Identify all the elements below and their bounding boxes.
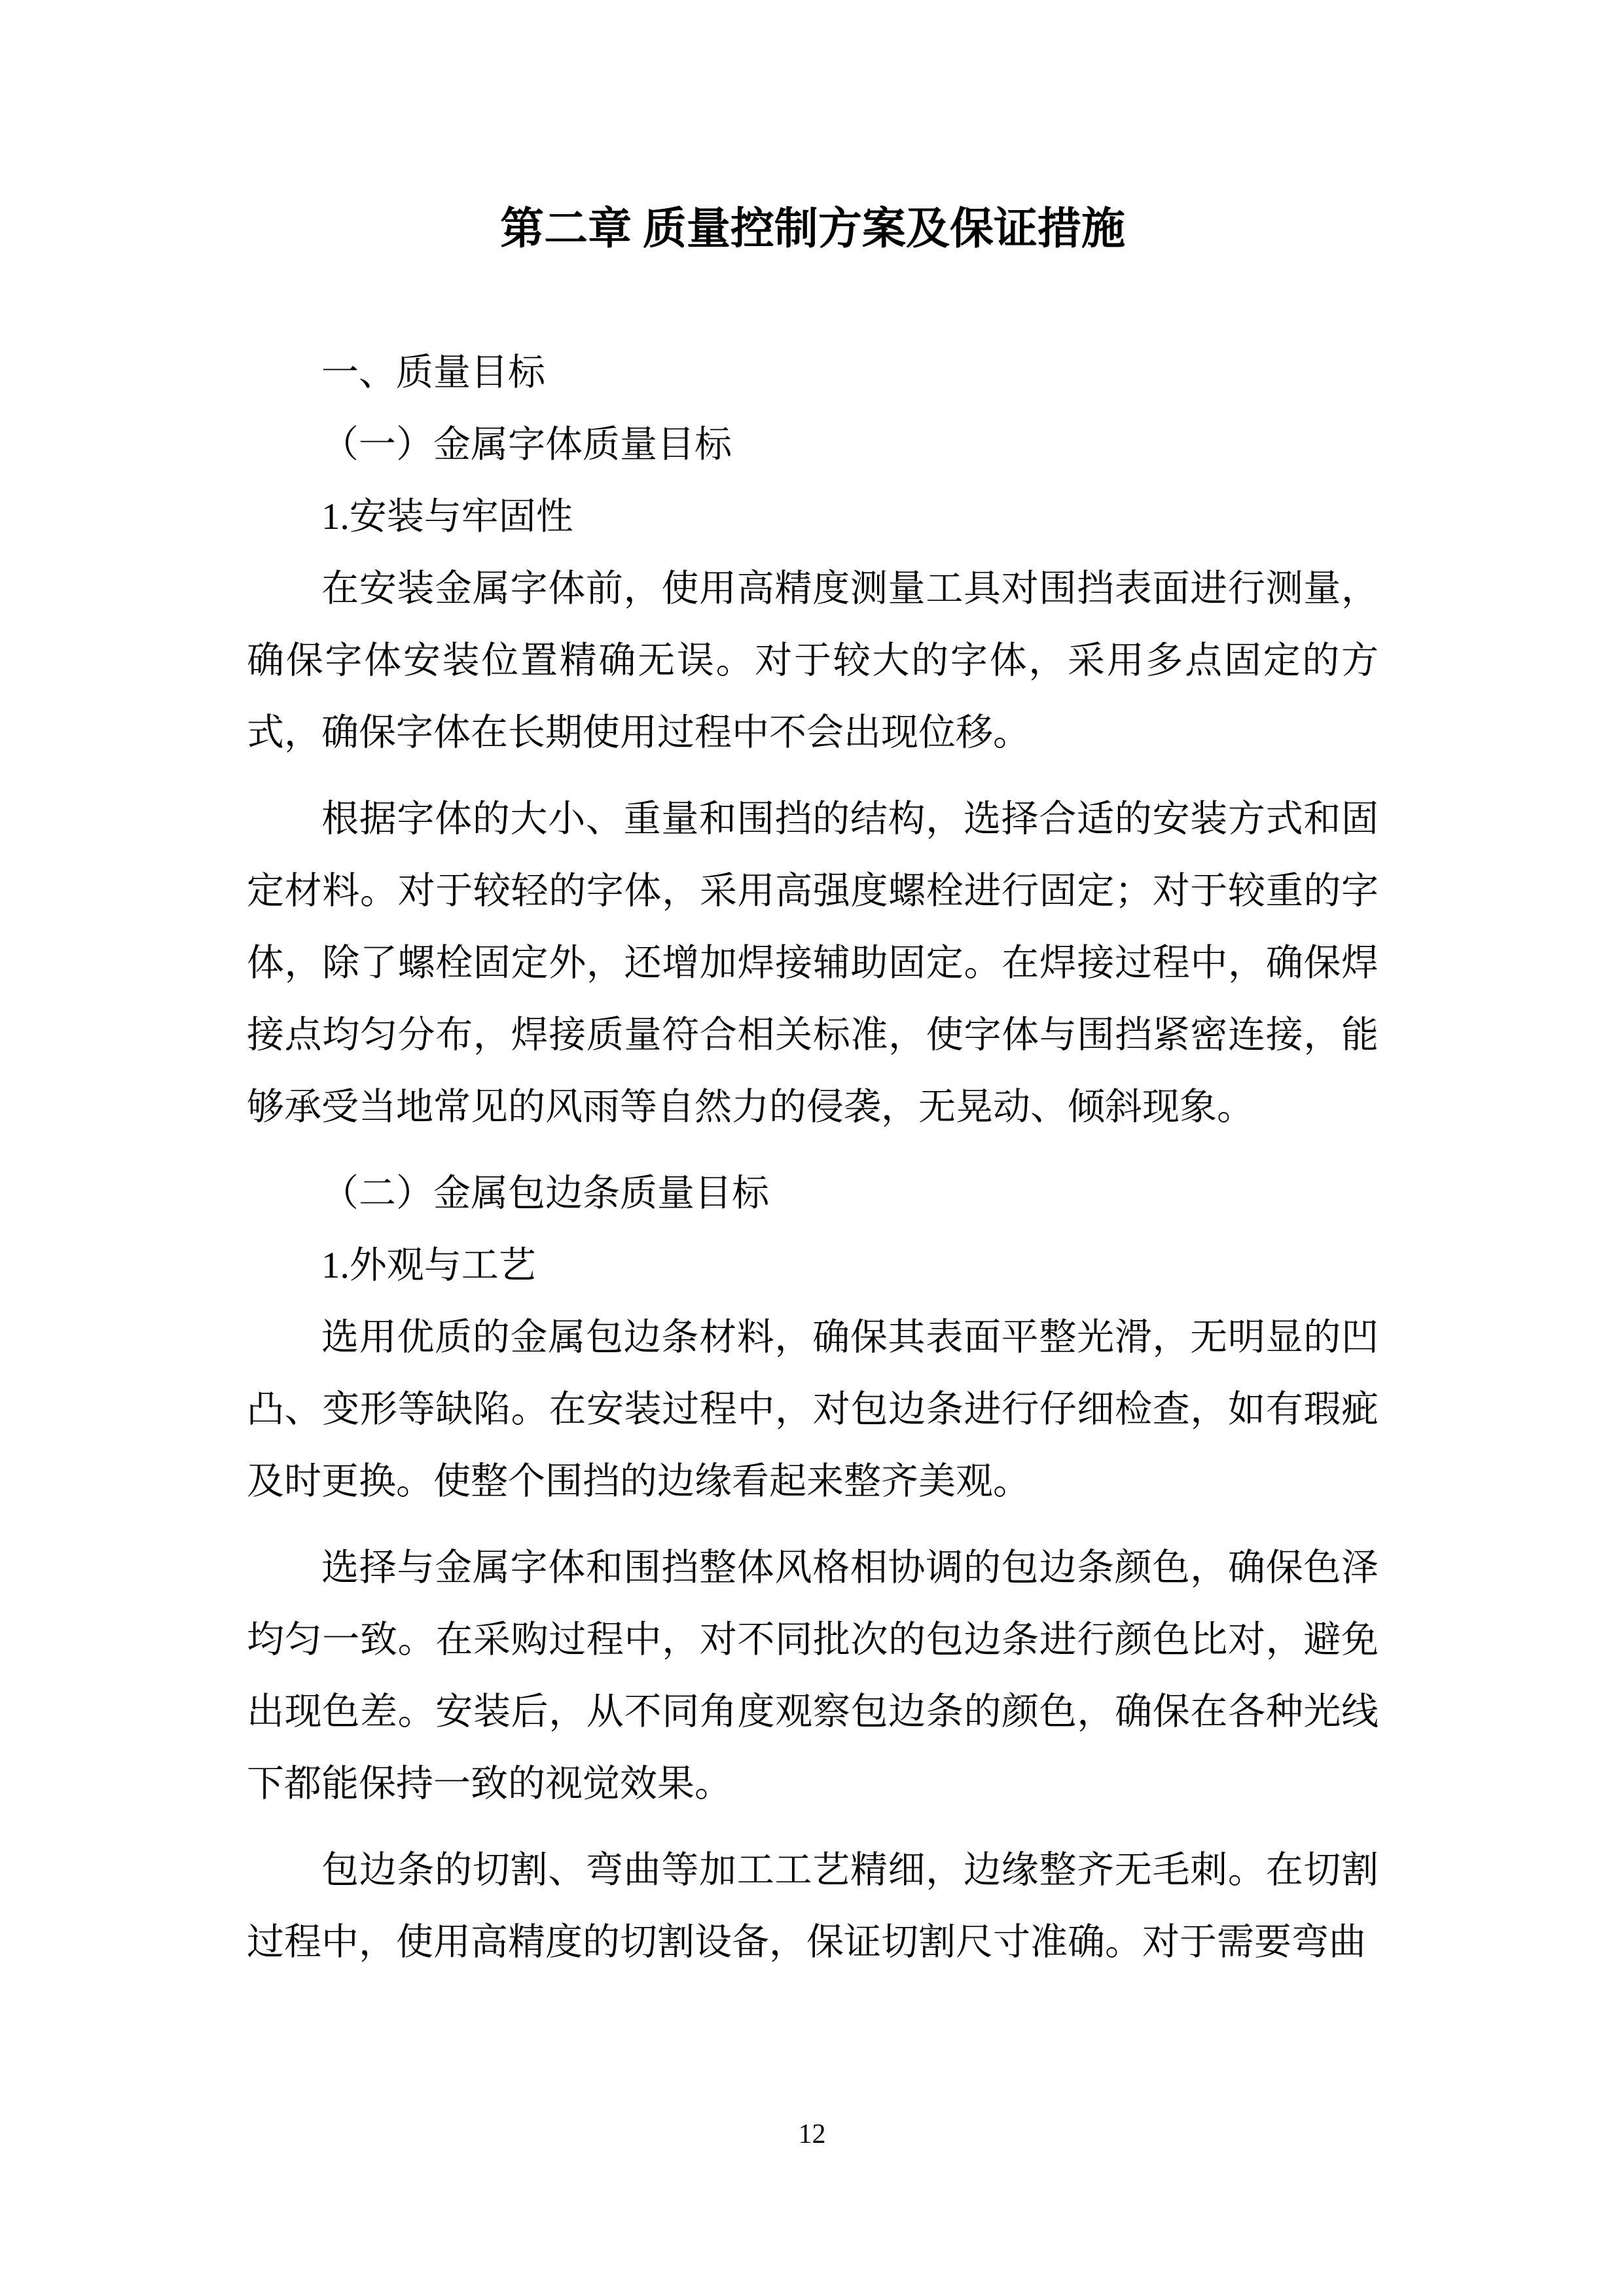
heading-metal-font-quality-goals: （一）金属字体质量目标 <box>321 424 732 465</box>
document-content <box>247 193 1379 1993</box>
paragraph-fixing-method: 根据字体的大小、重量和围挡的结构，选择合适的安装方式和固定材料。对于较轻的字体，采用高强度螺栓进行固定；对于较重的字体，除了螺栓固定外，还增加焊接辅助固定。在焊接过程中，确保焊接点均匀分布，焊接质量符合相关标准，使字体与围挡紧密连接，能够承受当地常见的风雨等自然力的侵袭，无晃动、倾斜现象。 <box>247 798 1379 1128</box>
paragraph-edge-strip-cutting: 包边条的切割、弯曲等加工工艺精细，边缘整齐无毛刺。在切割过程中，使用高精度的切割设备，保证切割尺寸准确。对于需要弯曲 <box>247 1850 1379 1963</box>
paragraph-installation-measurement: 在安装金属字体前，使用高精度测量工具对围挡表面进行测量，确保字体安装位置精确无误。对于较大的字体，采用多点固定的方式，确保字体在长期使用过程中不会出现位移。 <box>247 568 1379 753</box>
heading-quality-goals: 一、质量目标 <box>321 352 545 393</box>
heading-appearance-craft: 1.外观与工艺 <box>321 1245 536 1286</box>
paragraph-edge-strip-color: 选择与金属字体和围挡整体风格相协调的包边条颜色，确保色泽均匀一致。在采购过程中，对不同批次的包边条进行颜色比对，避免出现色差。安装后，从不同角度观察包边条的颜色，确保在各种光线下都能保持一致的视觉效果。 <box>247 1547 1379 1804</box>
heading-installation-firmness: 1.安装与牢固性 <box>321 496 573 537</box>
heading-metal-edge-strip-quality-goals: （二）金属包边条质量目标 <box>321 1173 769 1214</box>
chapter-title <box>247 193 1379 265</box>
paragraph-edge-strip-material: 选用优质的金属包边条材料，确保其表面平整光滑，无明显的凹凸、变形等缺陷。在安装过程中，对包边条进行仔细检查，如有瑕疵及时更换。使整个围挡的边缘看起来整齐美观。 <box>247 1317 1379 1502</box>
chapter-title-text: 第二章 质量控制方案及保证措施 <box>500 205 1125 253</box>
page-number: 12 <box>798 2119 826 2149</box>
